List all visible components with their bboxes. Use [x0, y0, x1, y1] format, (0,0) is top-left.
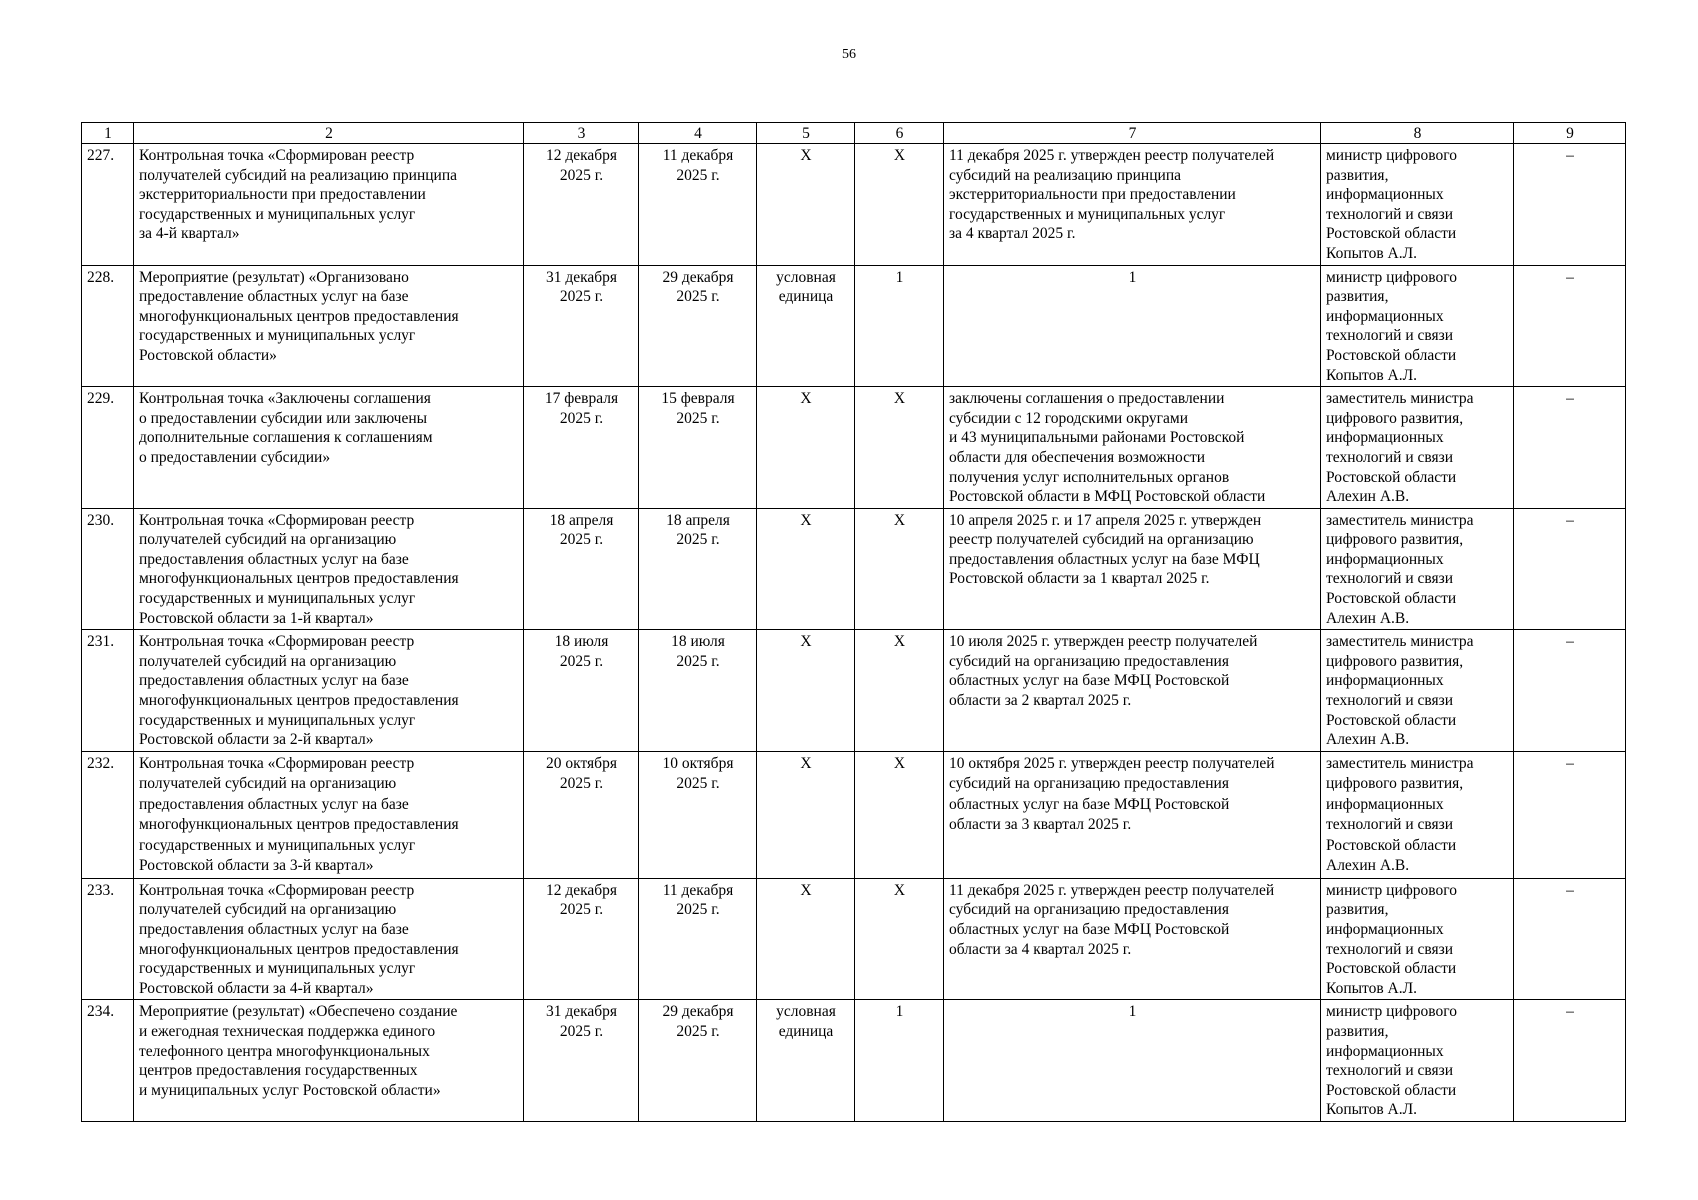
cell-line: информационных	[1326, 550, 1444, 568]
plan-table	[81, 122, 1626, 1122]
cell-line: Х	[800, 390, 812, 408]
cell-line: 18 апреля	[549, 511, 614, 529]
cell-line: цифрового развития,	[1326, 409, 1464, 427]
responsible-person	[1321, 265, 1514, 387]
cell-line: 11 декабря 2025 г. утвержден реестр получателей	[949, 881, 1275, 899]
unit-of-measure	[757, 508, 855, 630]
cell-line: Х	[800, 511, 812, 529]
responsible-person	[1321, 630, 1514, 752]
cell-line: государственных и муниципальных услуг	[139, 711, 416, 729]
cell-line: заместитель министра	[1326, 754, 1474, 772]
header-cell: 3	[524, 123, 639, 144]
header-cell: 5	[757, 123, 855, 144]
cell-line: экстерриториальности при предоставлении	[139, 186, 426, 204]
page-number: 56	[842, 47, 856, 62]
cell-line: заместитель министра	[1326, 390, 1474, 408]
cell-line: технологий и связи	[1326, 1062, 1454, 1080]
cell-line: технологий и связи	[1326, 692, 1454, 710]
unit-of-measure	[757, 387, 855, 509]
cell-line: Контрольная точка «Сформирован реестр	[139, 754, 415, 772]
item-description	[134, 751, 524, 878]
cell-line: государственных и муниципальных услуг	[139, 327, 416, 345]
cell-line: Ростовской области за 3-й квартал»	[139, 857, 374, 875]
cell-line: области за 4 квартал 2025 г.	[949, 940, 1132, 958]
cell-line: Контрольная точка «Заключены соглашения	[139, 390, 431, 408]
cell-line: условная	[776, 1003, 836, 1021]
cell-line: Х	[800, 881, 812, 899]
cell-line: многофункциональных центров предоставления	[139, 940, 459, 958]
cell-line: экстерриториальности при предоставлении	[949, 186, 1236, 204]
cell-line: 2025 г.	[559, 652, 604, 670]
cell-line: Контрольная точка «Сформирован реестр	[139, 881, 415, 899]
cell-line: 17 февраля	[544, 390, 619, 408]
unit-of-measure	[757, 265, 855, 387]
planned-date	[524, 878, 639, 1000]
cell-line: технологий и связи	[1326, 816, 1454, 834]
cell-line: телефонного центра многофункциональных	[139, 1042, 430, 1060]
cell-line: технологий и связи	[1326, 448, 1454, 466]
cell-line: 29 декабря	[662, 268, 734, 286]
cell-line: Ростовской области	[1326, 1081, 1457, 1099]
cell-line: получателей субсидий на организацию	[139, 901, 397, 919]
header-cell: 8	[1321, 123, 1514, 144]
cell-line: за 4 квартал 2025 г.	[949, 225, 1076, 243]
cell-line: информационных	[1326, 186, 1444, 204]
cell-line: 31 декабря	[545, 268, 618, 286]
cell-line: 15 февраля	[661, 390, 735, 408]
cell-line: Алехин А.В.	[1326, 857, 1410, 875]
cell-line: Алехин А.В.	[1326, 609, 1410, 627]
header-row	[82, 123, 1626, 144]
unit-of-measure	[757, 144, 855, 266]
completion-info	[944, 878, 1321, 1000]
cell-line: Контрольная точка «Сформирован реестр	[139, 633, 415, 651]
row-number: 234.	[82, 1000, 134, 1122]
responsible-person	[1321, 144, 1514, 266]
cell-line: дополнительные соглашения к соглашениям	[139, 429, 433, 447]
unit-of-measure	[757, 751, 855, 878]
actual-date	[639, 878, 757, 1000]
unit-of-measure	[757, 878, 855, 1000]
cell-line: развития,	[1326, 1022, 1389, 1040]
responsible-person	[1321, 387, 1514, 509]
cell-line: 31 декабря	[545, 1003, 618, 1021]
header-cell: 1	[82, 123, 134, 144]
planned-date	[524, 1000, 639, 1122]
planned-value: Х	[855, 878, 944, 1000]
table-body	[82, 144, 1626, 1122]
cell-line: 2025 г.	[676, 652, 720, 670]
cell-line: 18 апреля	[666, 511, 730, 529]
planned-value: 1	[855, 265, 944, 387]
cell-line: 10 октября	[662, 754, 734, 772]
header-cell: 4	[639, 123, 757, 144]
planned-value: Х	[855, 387, 944, 509]
cell-line: министр цифрового	[1326, 268, 1457, 286]
cell-line: информационных	[1326, 429, 1444, 447]
cell-line: 2025 г.	[676, 288, 720, 306]
completion-info	[944, 751, 1321, 878]
cell-line: цифрового развития,	[1326, 652, 1464, 670]
cell-line: получателей субсидий на организацию	[139, 775, 397, 793]
planned-value: Х	[855, 144, 944, 266]
responsible-person	[1321, 878, 1514, 1000]
cell-line: Ростовской области	[1326, 590, 1457, 608]
unit-of-measure	[757, 630, 855, 752]
table-row	[82, 265, 1626, 387]
cell-line: субсидий на организацию предоставления	[949, 652, 1229, 670]
completion-info	[944, 630, 1321, 752]
cell-line: Х	[800, 147, 812, 164]
table-row	[82, 630, 1626, 752]
planned-date	[524, 265, 639, 387]
notes-cell: –	[1514, 751, 1626, 878]
cell-line: заместитель министра	[1326, 633, 1474, 651]
cell-line: и 43 муниципальными районами Ростовской	[949, 429, 1245, 447]
cell-line: Ростовской области за 1 квартал 2025 г.	[949, 570, 1210, 588]
completion-info	[944, 387, 1321, 509]
header-cell: 9	[1514, 123, 1626, 144]
cell-line: 2025 г.	[676, 531, 720, 549]
cell-line: Контрольная точка «Сформирован реестр	[139, 511, 415, 529]
cell-line: Копытов А.Л.	[1326, 1101, 1417, 1119]
planned-date	[524, 508, 639, 630]
cell-line: 2025 г.	[676, 901, 720, 919]
item-description	[134, 387, 524, 509]
cell-line: условная	[776, 268, 836, 286]
cell-line: 2025 г.	[559, 775, 604, 793]
cell-line: Мероприятие (результат) «Организовано	[139, 268, 409, 286]
cell-line: развития,	[1326, 901, 1389, 919]
row-number: 233.	[82, 878, 134, 1000]
planned-value: Х	[855, 751, 944, 878]
cell-line: Ростовской области	[1326, 468, 1457, 486]
cell-line: 1	[1128, 1003, 1137, 1021]
cell-line: областных услуг на базе МФЦ Ростовской	[949, 795, 1230, 813]
cell-line: предоставления областных услуг на базе	[139, 795, 409, 813]
cell-line: субсидий на организацию предоставления	[949, 901, 1229, 919]
cell-line: получателей субсидий на реализацию принципа	[139, 166, 458, 184]
cell-line: 2025 г.	[559, 1022, 604, 1040]
cell-line: Ростовской области за 1-й квартал»	[139, 609, 374, 627]
table-row	[82, 144, 1626, 266]
row-number: 227.	[82, 144, 134, 266]
cell-line: Ростовской области	[1326, 711, 1457, 729]
cell-line: 10 июля 2025 г. утвержден реестр получателей	[949, 633, 1258, 651]
notes-cell: –	[1514, 878, 1626, 1000]
cell-line: 2025 г.	[559, 901, 604, 919]
actual-date	[639, 508, 757, 630]
cell-line: министр цифрового	[1326, 881, 1457, 899]
cell-line: 11 декабря	[662, 147, 734, 164]
cell-line: 2025 г.	[559, 531, 604, 549]
cell-line: многофункциональных центров предоставления	[139, 816, 459, 834]
unit-of-measure	[757, 1000, 855, 1122]
cell-line: единица	[778, 1022, 834, 1040]
cell-line: министр цифрового	[1326, 147, 1457, 164]
cell-line: Х	[800, 754, 812, 772]
cell-line: государственных и муниципальных услуг	[139, 836, 416, 854]
row-number: 231.	[82, 630, 134, 752]
planned-value: Х	[855, 630, 944, 752]
item-description	[134, 1000, 524, 1122]
completion-info	[944, 508, 1321, 630]
cell-line: 10 апреля 2025 г. и 17 апреля 2025 г. утвержден	[949, 511, 1262, 529]
cell-line: Контрольная точка «Сформирован реестр	[139, 147, 415, 164]
cell-line: предоставления областных услуг на базе МФЦ	[949, 550, 1260, 568]
actual-date	[639, 1000, 757, 1122]
cell-line: 11 декабря 2025 г. утвержден реестр получателей	[949, 147, 1275, 164]
item-description	[134, 144, 524, 266]
completion-info	[944, 1000, 1321, 1122]
cell-line: технологий и связи	[1326, 940, 1454, 958]
cell-line: области за 3 квартал 2025 г.	[949, 816, 1132, 834]
cell-line: субсидий на организацию предоставления	[949, 775, 1229, 793]
completion-info	[944, 265, 1321, 387]
cell-line: Ростовской области	[1326, 960, 1457, 978]
table-row	[82, 751, 1626, 878]
cell-line: многофункциональных центров предоставления	[139, 307, 459, 325]
item-description	[134, 630, 524, 752]
cell-line: Копытов А.Л.	[1326, 366, 1417, 384]
cell-line: Ростовской области в МФЦ Ростовской области	[949, 488, 1266, 506]
cell-line: государственных и муниципальных услуг	[139, 590, 416, 608]
cell-line: информационных	[1326, 921, 1444, 938]
cell-line: о предоставлении субсидии или заключены	[139, 409, 428, 427]
header-cell: 7	[944, 123, 1321, 144]
cell-line: 18 июля	[554, 633, 609, 651]
responsible-person	[1321, 1000, 1514, 1122]
cell-line: области для обеспечения возможности	[949, 448, 1206, 466]
cell-line: государственных и муниципальных услуг	[139, 205, 416, 223]
cell-line: получателей субсидий на организацию	[139, 531, 397, 549]
cell-line: области за 2 квартал 2025 г.	[949, 692, 1132, 710]
table-row	[82, 1000, 1626, 1122]
table-row	[82, 508, 1626, 630]
cell-line: 20 октября	[546, 754, 617, 772]
cell-line: центров предоставления государственных	[139, 1062, 418, 1080]
responsible-person	[1321, 751, 1514, 878]
cell-line: 2025 г.	[676, 166, 720, 184]
notes-cell: –	[1514, 387, 1626, 509]
cell-line: предоставления областных услуг на базе	[139, 672, 409, 690]
row-number: 228.	[82, 265, 134, 387]
cell-line: 2025 г.	[676, 409, 720, 427]
cell-line: 12 декабря	[545, 147, 618, 164]
cell-line: предоставления областных услуг на базе	[139, 550, 409, 568]
row-number: 232.	[82, 751, 134, 878]
completion-info	[944, 144, 1321, 266]
cell-line: и муниципальных услуг Ростовской области»	[139, 1081, 441, 1099]
cell-line: получения услуг исполнительных органов	[949, 468, 1230, 486]
cell-line: Ростовской области»	[139, 346, 277, 364]
cell-line: Алехин А.В.	[1326, 731, 1410, 749]
notes-cell: –	[1514, 1000, 1626, 1122]
cell-line: 29 декабря	[662, 1003, 734, 1021]
cell-line: Ростовской области	[1326, 346, 1457, 364]
cell-line: многофункциональных центров предоставления	[139, 692, 459, 710]
notes-cell: –	[1514, 144, 1626, 266]
cell-line: Ростовской области	[1326, 225, 1457, 243]
cell-line: 10 октября 2025 г. утвержден реестр получателей	[949, 754, 1275, 772]
responsible-person	[1321, 508, 1514, 630]
cell-line: субсидий на реализацию принципа	[949, 166, 1181, 184]
cell-line: развития,	[1326, 166, 1389, 184]
cell-line: заключены соглашения о предоставлении	[949, 390, 1225, 408]
cell-line: Алехин А.В.	[1326, 488, 1410, 506]
item-description	[134, 878, 524, 1000]
table-row	[82, 878, 1626, 1000]
planned-date	[524, 144, 639, 266]
cell-line: информационных	[1326, 795, 1444, 813]
actual-date	[639, 265, 757, 387]
cell-line: Ростовской области за 2-й квартал»	[139, 731, 374, 749]
actual-date	[639, 387, 757, 509]
cell-line: Ростовской области	[1326, 836, 1457, 854]
planned-date	[524, 751, 639, 878]
cell-line: информационных	[1326, 1042, 1444, 1060]
notes-cell: –	[1514, 630, 1626, 752]
planned-date	[524, 387, 639, 509]
cell-line: информационных	[1326, 672, 1444, 690]
planned-value: 1	[855, 1000, 944, 1122]
cell-line: 18 июля	[671, 633, 725, 651]
actual-date	[639, 751, 757, 878]
item-description	[134, 508, 524, 630]
cell-line: цифрового развития,	[1326, 531, 1464, 549]
actual-date	[639, 630, 757, 752]
cell-line: 1	[1128, 268, 1137, 286]
cell-line: технологий и связи	[1326, 327, 1454, 345]
cell-line: технологий и связи	[1326, 205, 1454, 223]
planned-date	[524, 630, 639, 752]
cell-line: и ежегодная техническая поддержка единого	[139, 1022, 436, 1040]
cell-line: о предоставлении субсидии»	[139, 448, 331, 466]
cell-line: 2025 г.	[676, 1022, 720, 1040]
cell-line: 2025 г.	[559, 288, 604, 306]
cell-line: 2025 г.	[559, 409, 604, 427]
cell-line: многофункциональных центров предоставления	[139, 570, 459, 588]
cell-line: государственных и муниципальных услуг	[949, 205, 1226, 223]
cell-line: министр цифрового	[1326, 1003, 1457, 1021]
cell-line: областных услуг на базе МФЦ Ростовской	[949, 921, 1230, 938]
cell-line: 12 декабря	[545, 881, 618, 899]
cell-line: предоставления областных услуг на базе	[139, 921, 409, 938]
header-cell: 2	[134, 123, 524, 144]
cell-line: цифрового развития,	[1326, 775, 1464, 793]
cell-line: заместитель министра	[1326, 511, 1474, 529]
cell-line: за 4-й квартал»	[139, 225, 240, 243]
cell-line: получателей субсидий на организацию	[139, 652, 397, 670]
row-number: 230.	[82, 508, 134, 630]
item-description	[134, 265, 524, 387]
cell-line: информационных	[1326, 307, 1444, 325]
cell-line: Ростовской области за 4-й квартал»	[139, 979, 374, 997]
planned-value: Х	[855, 508, 944, 630]
cell-line: 11 декабря	[662, 881, 734, 899]
cell-line: предоставление областных услуг на базе	[139, 288, 409, 306]
notes-cell: –	[1514, 508, 1626, 630]
cell-line: государственных и муниципальных услуг	[139, 960, 416, 978]
cell-line: развития,	[1326, 288, 1389, 306]
notes-cell: –	[1514, 265, 1626, 387]
table-row	[82, 387, 1626, 509]
cell-line: 2025 г.	[559, 166, 604, 184]
cell-line: субсидии с 12 городскими округами	[949, 409, 1189, 427]
cell-line: Копытов А.Л.	[1326, 244, 1417, 262]
cell-line: 2025 г.	[676, 775, 720, 793]
header-cell: 6	[855, 123, 944, 144]
cell-line: единица	[778, 288, 834, 306]
cell-line: областных услуг на базе МФЦ Ростовской	[949, 672, 1230, 690]
cell-line: Копытов А.Л.	[1326, 979, 1417, 997]
cell-line: технологий и связи	[1326, 570, 1454, 588]
row-number: 229.	[82, 387, 134, 509]
cell-line: реестр получателей субсидий на организацию	[949, 531, 1254, 549]
actual-date	[639, 144, 757, 266]
cell-line: Х	[800, 633, 812, 651]
cell-line: Мероприятие (результат) «Обеспечено создание	[139, 1003, 458, 1021]
